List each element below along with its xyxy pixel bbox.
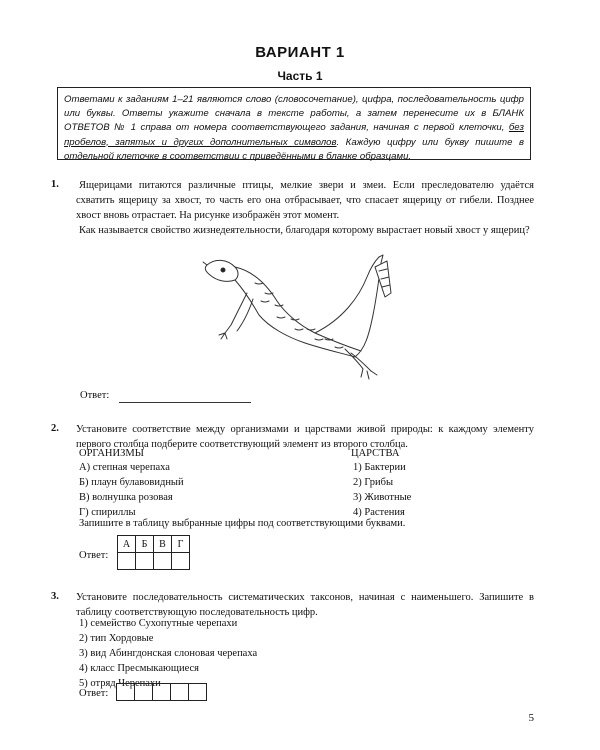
page-number: 5 [528, 712, 534, 724]
kingdoms-header: ЦАРСТВА [351, 448, 400, 459]
question-1-question: Как называется свойство жизнедеятельности, благодаря которому вырастает новый хвост у ящериц? [79, 225, 530, 236]
instructions-underlined: без пробелов, запятых и других дополнительных символов [64, 122, 524, 148]
taxon-item: 2) тип Хордовые [79, 633, 154, 644]
kingdom-item: 4) Растения [353, 507, 405, 518]
kingdom-item: 3) Животные [353, 492, 412, 503]
answer-cell[interactable] [136, 553, 154, 570]
question-3-text: Установите последовательность систематических таксонов, начиная с наименьшего. Запишите в таблицу соответствующую последовательность цифр. [76, 592, 534, 618]
question-3-number: 3. [51, 591, 59, 602]
taxon-item: 3) вид Абингдонская слоновая черепаха [79, 648, 258, 659]
instructions-box [57, 87, 531, 160]
organism-item: А) степная черепаха [79, 462, 170, 473]
question-1-body: Ящерицами питаются различные птицы, мелкие звери и змеи. Если преследователю удаётся схватить ящерицу за хвост, то часть его она отбрасывает, что спасает ящерицу от гибели. Позднее хвост вновь отрастает. На рисунке изображён этот момент. [76, 180, 534, 221]
question-2-answer-label: Ответ: [79, 550, 109, 561]
question-1-answer-label: Ответ: [80, 390, 110, 401]
taxon-item: 4) класс Пресмыкающиеся [79, 663, 199, 674]
question-2-text: Установите соответствие между организмами и царствами живой природы: к каждому элементу первого столбца подберите соответствующий элемент из второго столбца. [76, 424, 534, 450]
answer-cell[interactable] [154, 553, 172, 570]
taxon-item: 1) семейство Сухопутные черепахи [79, 618, 238, 629]
instructions-text-2: . Каждую цифру или букву пишите в отдельной клеточке в соответствии с приведёнными в бланке образцами. [64, 136, 524, 162]
table-header-g: Г [172, 536, 190, 553]
question-1-text [76, 178, 534, 238]
answer-cell[interactable] [189, 684, 207, 701]
answer-cell[interactable] [153, 684, 171, 701]
question-2-number: 2. [51, 423, 59, 434]
kingdom-item: 1) Бактерии [353, 462, 406, 473]
answer-cell[interactable] [172, 553, 190, 570]
question-1-number: 1. [51, 179, 59, 190]
question-2-instruction: Запишите в таблицу выбранные цифры под соответствующими буквами. [79, 518, 406, 529]
answer-cell[interactable] [117, 684, 135, 701]
question-3-answer-table [116, 683, 207, 701]
lizard-illustration [195, 253, 395, 381]
instructions-text-1: Ответами к заданиям 1–21 являются слово (словосочетание), цифра, последовательность цифр или буквы. Ответы укажите сначала в тексте работы, а затем перенесите их в БЛАНК ОТВЕТОВ № 1 справа от номера соответствующего задания, начиная с первой клеточки, [64, 94, 524, 134]
table-header-v: В [154, 536, 172, 553]
question-3-answer-label: Ответ: [79, 688, 109, 699]
table-header-a: А [118, 536, 136, 553]
organisms-header: ОРГАНИЗМЫ [79, 448, 144, 459]
answer-cell[interactable] [171, 684, 189, 701]
organism-item: Б) плаун булавовидный [79, 477, 184, 488]
question-1-answer-field[interactable] [119, 401, 251, 403]
taxon-item: 5) отряд Черепахи [79, 678, 161, 689]
part-title: Часть 1 [277, 69, 323, 83]
variant-title: ВАРИАНТ 1 [255, 44, 345, 61]
organism-item: Г) спириллы [79, 507, 136, 518]
organism-item: В) волнушка розовая [79, 492, 173, 503]
table-header-b: Б [136, 536, 154, 553]
kingdom-item: 2) Грибы [353, 477, 394, 488]
answer-cell[interactable] [135, 684, 153, 701]
answer-cell[interactable] [118, 553, 136, 570]
question-2-answer-table [117, 535, 190, 570]
